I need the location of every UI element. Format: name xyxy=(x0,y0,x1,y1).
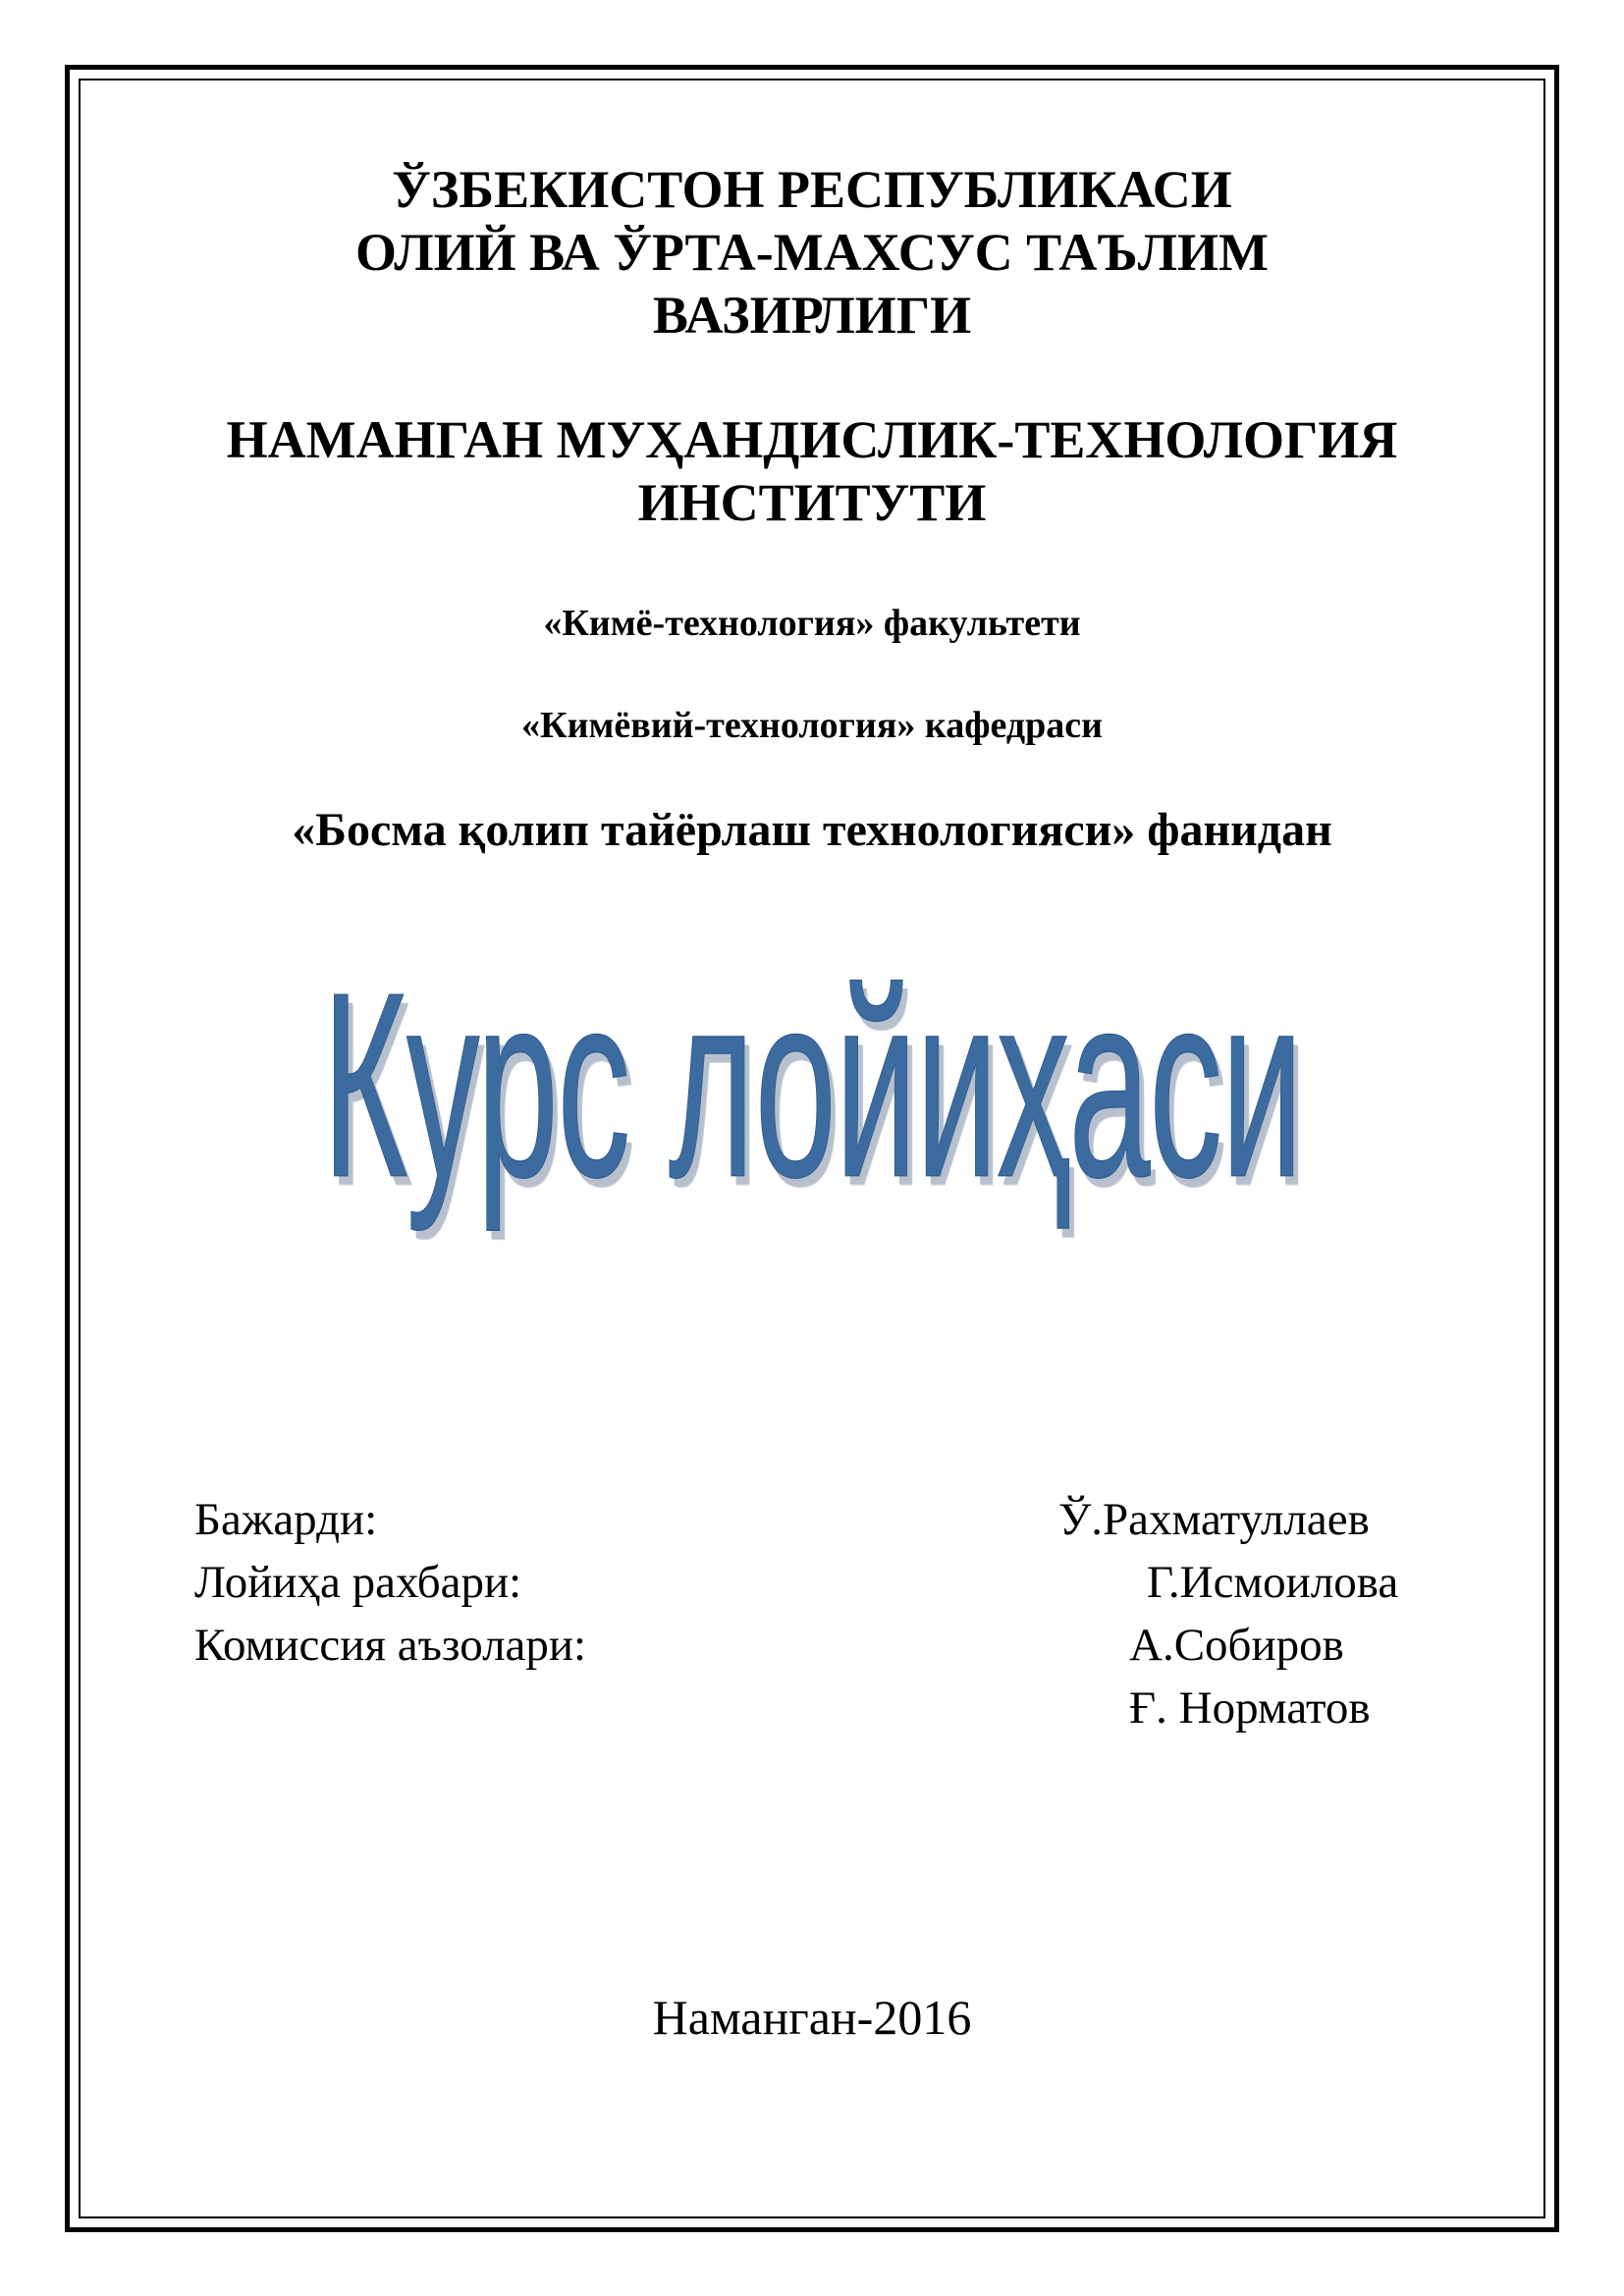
ministry-line-1: ЎЗБЕКИСТОН РЕСПУБЛИКАСИ xyxy=(392,160,1232,219)
supervisor-name: Г.Исмоилова xyxy=(1147,1557,1399,1608)
commission-member-2: Ғ. Норматов xyxy=(1129,1682,1371,1734)
performed-by-name: Ў.Рахматуллаев xyxy=(1058,1494,1370,1545)
supervisor-label: Лойиҳа рахбари: xyxy=(194,1557,522,1608)
commission-member-1: А.Собиров xyxy=(1129,1620,1344,1671)
ministry-line-3: ВАЗИРЛИГИ xyxy=(652,286,972,345)
subject-name: «Босма қолип тайёрлаш технологияси» фанидан xyxy=(292,804,1332,856)
commission-label: Комиссия аъзолари: xyxy=(194,1620,587,1671)
faculty-name: «Кимё-технология» факультети xyxy=(543,603,1081,644)
ministry-line-2: ОЛИЙ ВА ЎРТА-МАХСУС ТАЪЛИМ xyxy=(355,223,1269,282)
performed-by-label: Бажарди: xyxy=(194,1494,378,1545)
department-name: «Кимёвий-технология» кафедраси xyxy=(521,705,1103,746)
course-project-title: Курс лойиҳаси xyxy=(322,936,1302,1233)
institute-line-2: ИНСТИТУТИ xyxy=(637,473,987,532)
institute-line-1: НАМАНГАН МУҲАНДИСЛИК-ТЕХНОЛОГИЯ xyxy=(226,410,1398,469)
city-year: Наманган-2016 xyxy=(652,1990,972,2045)
